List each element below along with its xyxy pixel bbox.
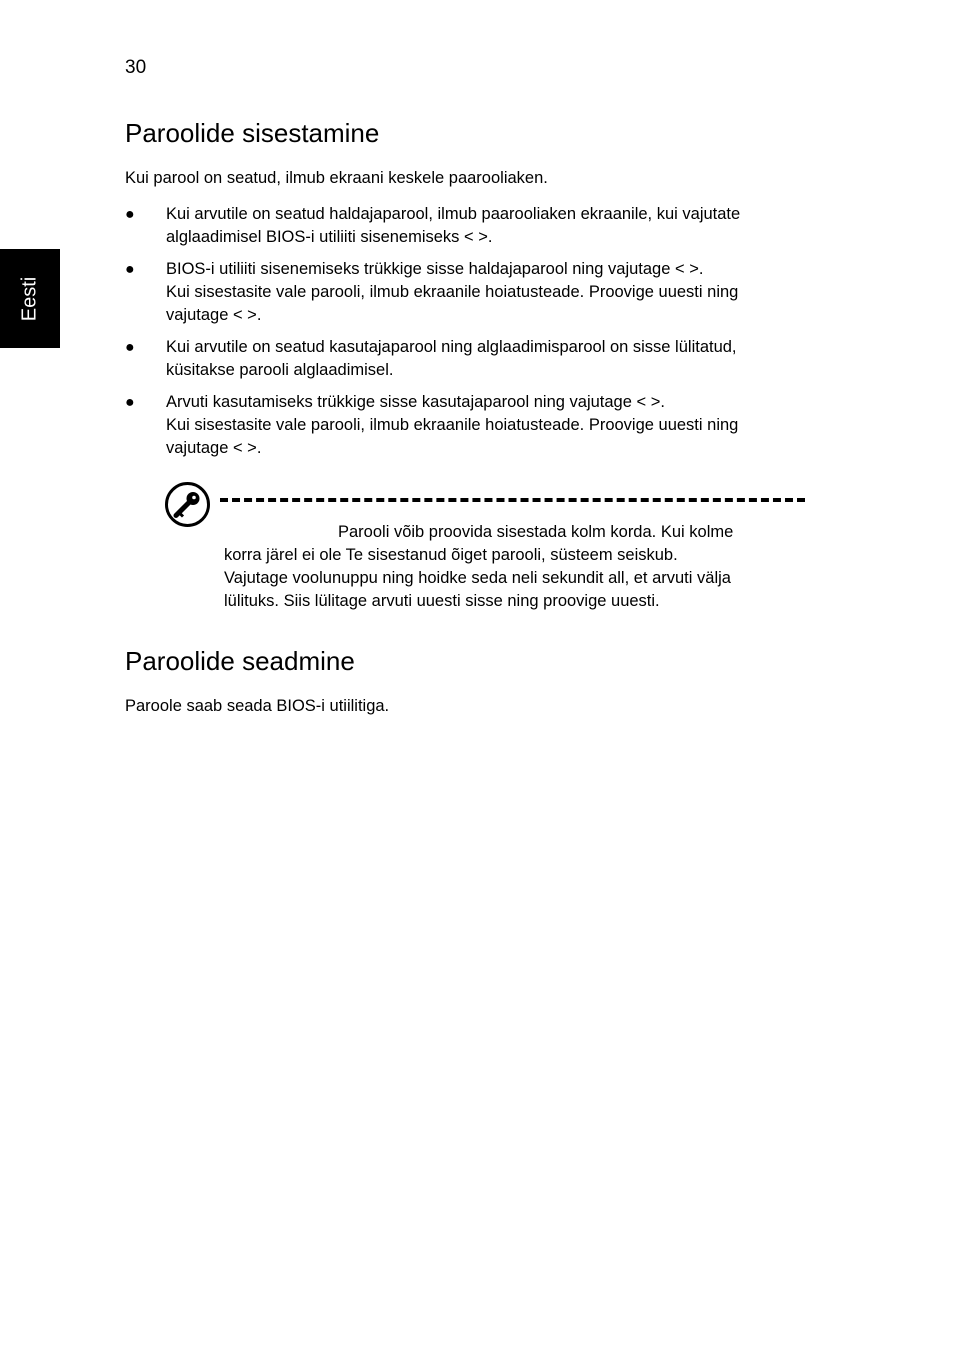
section-heading-entering-passwords: Paroolide sisestamine: [125, 118, 380, 148]
language-side-tab: [0, 249, 60, 348]
list-item-line: vajutage < >.: [166, 439, 262, 457]
side-tab-label: Eesti: [18, 276, 41, 322]
section-intro: Kui parool on seatud, ilmub ekraani keskele paarooliaken.: [125, 169, 548, 187]
list-item-line: Kui arvutile on seatud kasutajaparool ning alglaadimisparool on sisse lülitatud,: [166, 338, 737, 356]
list-item-line: Kui sisestasite vale parooli, ilmub ekraanile hoiatusteade. Proovige uuesti ning: [166, 283, 739, 301]
note-line: Parooli võib proovida sisestada kolm korda. Kui kolme: [338, 523, 734, 541]
list-item-line: vajutage < >.: [166, 306, 262, 324]
list-item-line: Arvuti kasutamiseks trükkige sisse kasutajaparool ning vajutage < >.: [166, 393, 665, 411]
key-icon: [164, 481, 211, 528]
bullet-dot-icon: ●: [125, 261, 135, 278]
bullet-dot-icon: ●: [125, 206, 135, 223]
bullet-dot-icon: ●: [125, 339, 135, 356]
list-item: [125, 336, 825, 382]
list-item-line: alglaadimisel BIOS-i utiliiti sisenemiseks < >.: [166, 228, 493, 246]
note-text: [224, 521, 814, 613]
note-divider: [220, 498, 805, 502]
list-item-line: Kui arvutile on seatud haldajaparool, ilmub paarooliaken ekraanile, kui vajutate: [166, 205, 741, 223]
note-line: lülituks. Siis lülitage arvuti uuesti sisse ning proovige uuesti.: [224, 592, 660, 610]
bullet-dot-icon: ●: [125, 394, 135, 411]
bullet-list: [125, 203, 825, 469]
list-item: [125, 258, 825, 327]
list-item: [125, 203, 825, 249]
note-line: Vajutage voolunuppu ning hoidke seda neli sekundit all, et arvuti välja: [224, 569, 731, 587]
page-number: 30: [125, 57, 147, 78]
list-item-line: küsitakse parooli alglaadimisel.: [166, 361, 394, 379]
list-item: [125, 391, 825, 460]
list-item-line: Kui sisestasite vale parooli, ilmub ekraanile hoiatusteade. Proovige uuesti ning: [166, 416, 739, 434]
section-heading-setting-passwords: Paroolide seadmine: [125, 646, 355, 676]
section-intro: Paroole saab seada BIOS-i utiilitiga.: [125, 697, 390, 715]
note-line: korra järel ei ole Te sisestanud õiget parooli, süsteem seiskub.: [224, 546, 678, 564]
list-item-line: BIOS-i utiliiti sisenemiseks trükkige sisse haldajaparool ning vajutage < >.: [166, 260, 704, 278]
